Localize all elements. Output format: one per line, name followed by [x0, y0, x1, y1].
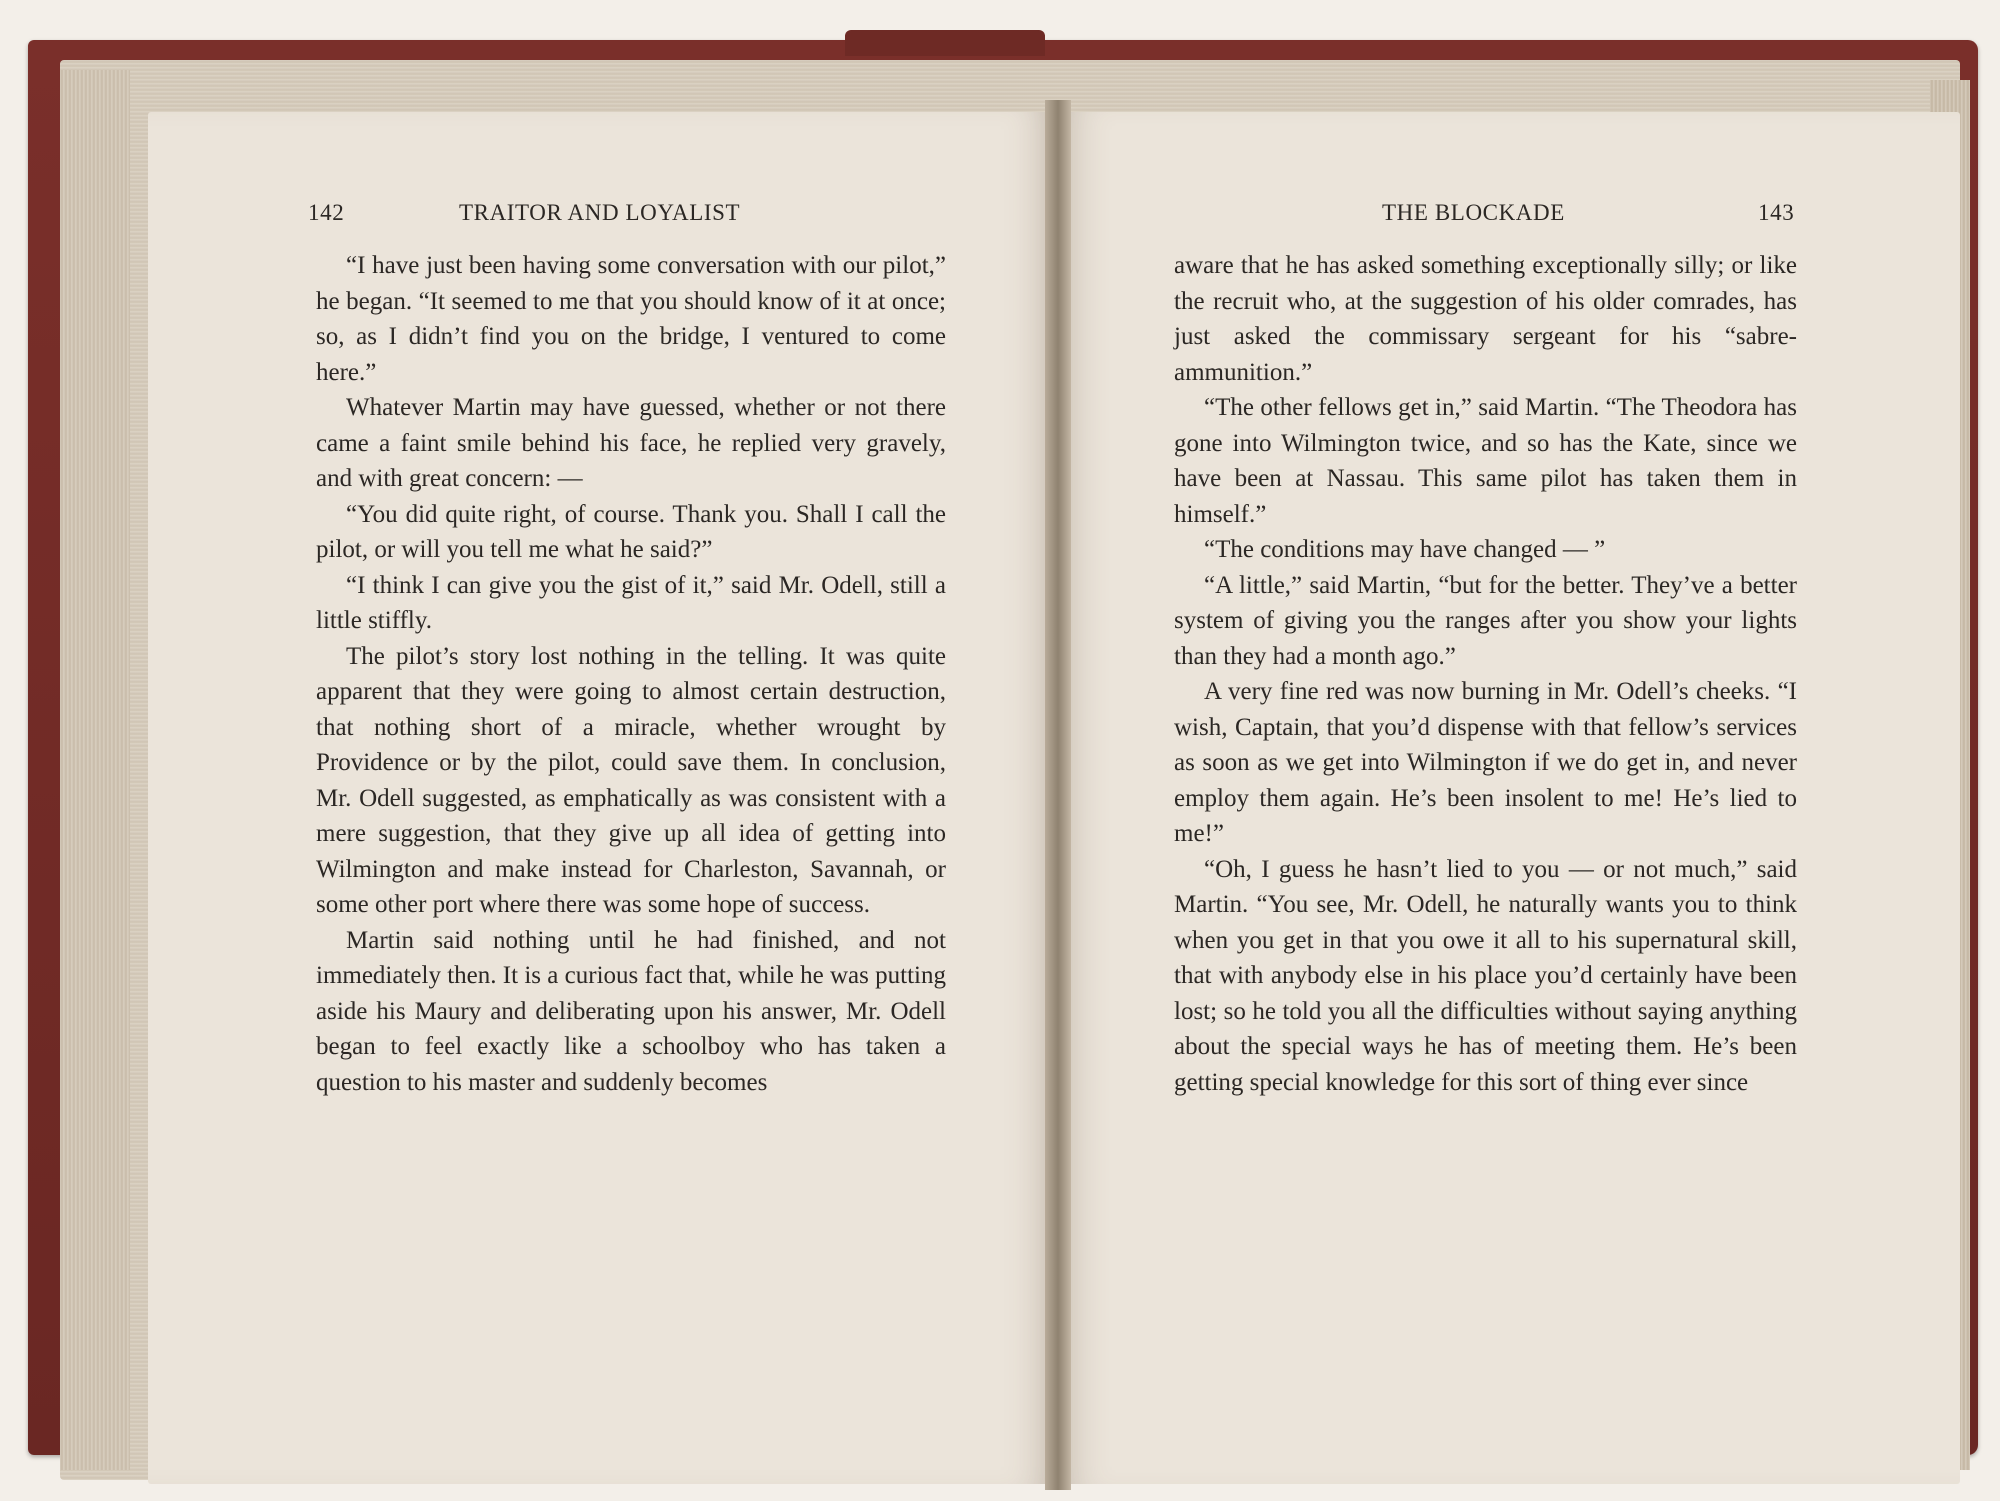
- paragraph: Martin said nothing until he had finished, and not immediately then. It is a curious fact that, while he was putting aside his Maury and deliberating upon his answer, Mr. Odell began to feel exactly like a schoolboy who has taken a question to his master and suddenly becomes: [316, 926, 946, 1096]
- paragraph: “The other fellows get in,” said Martin. “The Theodora has gone into Wilmington twice, and so has the Kate, since we have been at Nassau. This same pilot has taken them in himself.”: [1174, 394, 1797, 528]
- right-page-text: [1174, 248, 1797, 1100]
- left-running-head: TRAITOR AND LOYALIST: [459, 200, 741, 225]
- right-running-head: THE BLOCKADE: [1382, 200, 1565, 225]
- paragraph: “A little,” said Martin, “but for the better. They’ve a better system of giving you the ranges after you show your lights than they had a month ago.”: [1174, 571, 1797, 670]
- right-page-number: 143: [1758, 200, 1795, 225]
- right-page: [1058, 112, 1960, 1484]
- left-page-text: [316, 248, 946, 1100]
- left-page-number: 142: [308, 200, 345, 225]
- paragraph: “You did quite right, of course. Thank you. Shall I call the pilot, or will you tell me what he said?”: [316, 500, 946, 563]
- book-spine-tab: [845, 30, 1045, 56]
- paragraph: aware that he has asked something exceptionally silly; or like the recruit who, at the suggestion of his older comrades, has just asked the commissary sergeant for his “sabre-ammunition.”: [1174, 252, 1797, 386]
- left-page: [148, 112, 1058, 1484]
- book-gutter: [1045, 100, 1071, 1490]
- left-page-edges: [60, 70, 130, 1470]
- paragraph: “I think I can give you the gist of it,” said Mr. Odell, still a little stiffly.: [316, 571, 946, 634]
- paragraph: The pilot’s story lost nothing in the telling. It was quite apparent that they were going to almost certain destruction, that nothing short of a miracle, whether wrought by Providence or by the pilot, could save them. In conclusion, Mr. Odell suggested, as emphatically as was consistent with a mere suggestion, that they give up all idea of getting into Wilmington and make instead for Charleston, Savannah, or some other port where there was some hope of success.: [316, 642, 946, 918]
- paragraph: “I have just been having some conversation with our pilot,” he began. “It seemed to me that you should know of it at once; so, as I didn’t find you on the bridge, I ventured to come here.”: [316, 252, 946, 386]
- paragraph: Whatever Martin may have guessed, whether or not there came a faint smile behind his face, he replied very gravely, and with great concern: —: [316, 394, 946, 492]
- paragraph: A very fine red was now burning in Mr. Odell’s cheeks. “I wish, Captain, that you’d dispense with that fellow’s services as soon as we get into Wilmington if we do get in, and never employ them again. He’s been insolent to me! He’s lied to me!”: [1174, 678, 1797, 847]
- paragraph: “The conditions may have changed — ”: [1204, 536, 1606, 563]
- paragraph: “Oh, I guess he hasn’t lied to you — or not much,” said Martin. “You see, Mr. Odell, he naturally wants you to think when you get in that you owe it all to his supernatural skill, that with anybody else in his place you’d certainly have been lost; so he told you all the difficulties without saying anything about the special ways he has of meeting them. He’s been getting special knowledge for this sort of thing ever since: [1174, 855, 1797, 1096]
